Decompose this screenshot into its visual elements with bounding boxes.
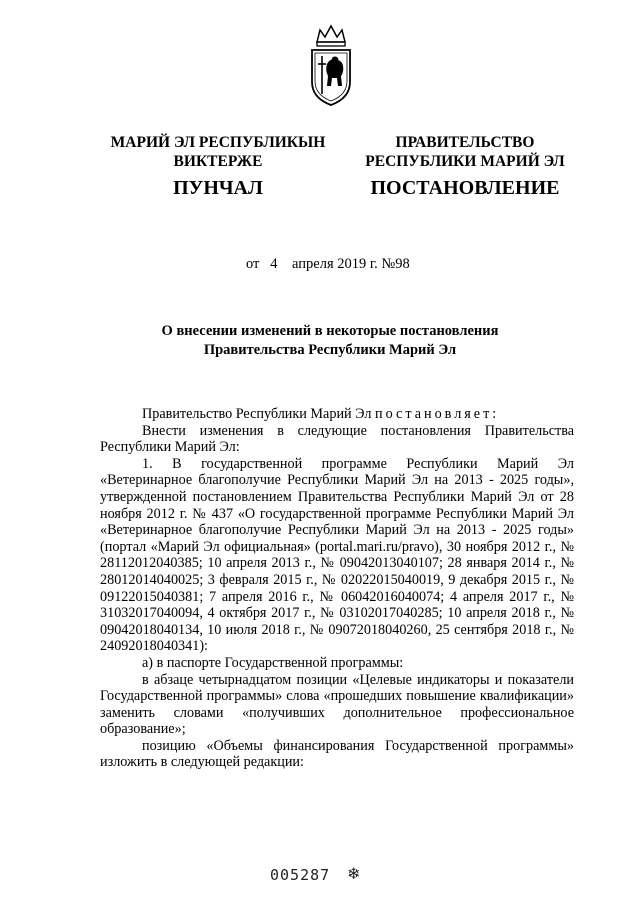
serial-number: 005287 xyxy=(270,866,331,884)
doc-type-mari: ПУНЧАЛ xyxy=(173,177,263,199)
title-line1: О внесении изменений в некоторые постановления xyxy=(161,323,499,339)
header-left-line2: ВИКТЕРЖЕ xyxy=(173,153,263,170)
intro-text: Правительство Республики Марий Эл xyxy=(142,406,375,422)
document-title xyxy=(100,322,560,360)
coat-of-arms-emblem xyxy=(308,20,354,108)
header-republic-name-russian xyxy=(356,133,574,171)
paragraph-item-1: 1. В государственной программе Республики Марий Эл «Ветеринарное благополучие Республики Марий Эл на 2013 - 2025 годы», утвержденной постановлением Правительства Республики Марий Эл от 28 ноября 2012 г. № 437 «О государственной программе Республики Марий Эл «Ветеринарное благополучие Республики Марий Эл на 2013 - 2025 годы» (портал «Марий Эл официальная» (portal.mari.ru/pravo), 30 ноября 2012 г., № 28112012040385; 10 апреля 2013 г., № 09042013040107; 28 января 2014 г., № 28012014040025; 3 февраля 2015 г., № 02022015040019, 9 декабря 2015 г., № 09122015040381; 7 апреля 2016 г., № 06042016040074; 4 апреля 2017 г., № 31032017040094, 4 октября 2017 г., № 03102017040285; 10 апреля 2018 г., № 09042018040134, 10 июля 2018 г., № 09072018040260, 25 сентября 2018 г., № 24092018040341): xyxy=(100,455,574,655)
paragraph-amendments: Внести изменения в следующие постановления Правительства Республики Марий Эл: xyxy=(100,422,574,456)
document-body xyxy=(100,406,574,771)
header-republic-name-mari xyxy=(92,133,344,171)
title-line2: Правительства Республики Марий Эл xyxy=(203,342,457,358)
header-right-line2: РЕСПУБЛИКИ МАРИЙ ЭЛ xyxy=(365,153,565,170)
paragraph-financing: позицию «Объемы финансирования Государственной программы» изложить в следующей редакции: xyxy=(100,737,574,771)
document-date-number: от 4 апреля 2019 г. №98 xyxy=(246,256,410,272)
doc-type-russian: ПОСТАНОВЛЕНИЕ xyxy=(370,177,560,199)
paragraph-item-a: а) в паспорте Государственной программы: xyxy=(142,654,404,671)
snowflake-mark-icon: ❄ xyxy=(347,866,361,883)
paragraph-abzac: в абзаце четырнадцатом позиции «Целевые индикаторы и показатели Государственной программы» слова «прошедших повышение квалификации» заменить словами «получивших дополнительное профессиональное образование»; xyxy=(100,671,574,738)
header-left-line1: МАРИЙ ЭЛ РЕСПУБЛИКЫН xyxy=(110,134,326,151)
header-right-line1: ПРАВИТЕЛЬСТВО xyxy=(395,134,535,151)
intro-paragraph xyxy=(100,406,574,423)
intro-verb: постановляет: xyxy=(374,406,500,422)
